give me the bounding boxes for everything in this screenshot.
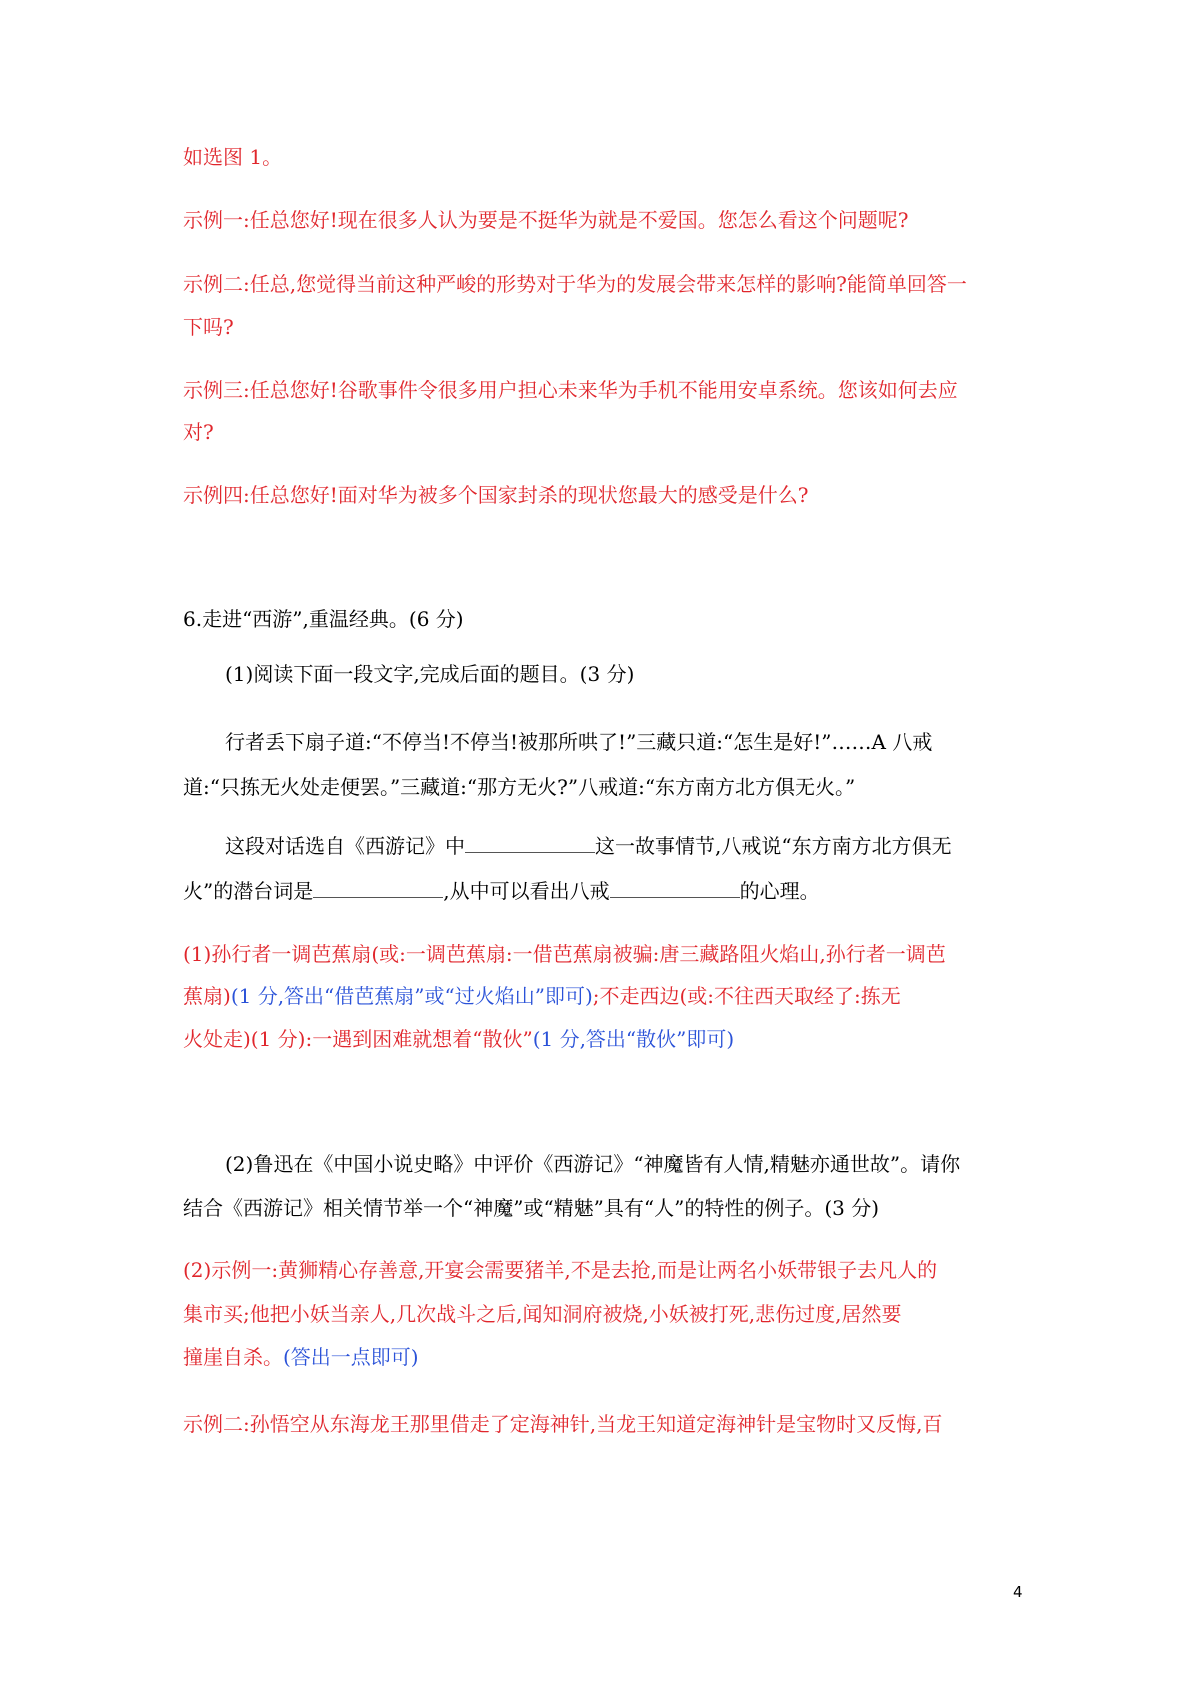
answer-text: 火处走)(1 分):一遇到困难就想着“散伙” [183, 1027, 533, 1051]
question-text: 这段对话选自《西游记》中 [225, 834, 465, 858]
scoring-note: (1 分,答出“散伙”即可) [532, 1027, 735, 1051]
answer-1-line-1: (1)孙行者一调芭蕉扇(或:一调芭蕉扇:一借芭蕉扇被骗:唐三藏路阻火焰山,孙行者一调芭 [183, 942, 946, 966]
question-text: 火”的潜台词是 [183, 879, 314, 903]
answer-blank [313, 877, 443, 898]
question-line-1 [225, 832, 952, 860]
answer-example-3-line-1: 示例三:任总您好!谷歌事件令很多用户担心未来华为手机不能用安卓系统。您该如何去应 [183, 378, 958, 402]
answer-example-2-line-2: 下吗? [183, 315, 234, 339]
answer-line: 如选图 1。 [183, 145, 283, 169]
answer-example-3-line-2: 对? [183, 420, 214, 444]
sub-question-2-line-1: (2)鲁迅在《中国小说史略》中评价《西游记》“神魔皆有人情,精魅亦通世故”。请你 [225, 1152, 961, 1176]
question-line-2 [183, 877, 820, 905]
answer-text: 撞崖自杀。 [183, 1345, 283, 1369]
answer-1-line-3 [183, 1025, 734, 1053]
scoring-note: (1 分,答出“借芭蕉扇”或“过火焰山”即可) [230, 984, 593, 1008]
scoring-note: (答出一点即可) [283, 1345, 419, 1369]
page-number: 4 [1013, 1583, 1023, 1601]
sub-question-1: (1)阅读下面一段文字,完成后面的题目。(3 分) [225, 662, 635, 686]
question-6-title: 6.走进“西游”,重温经典。(6 分) [183, 607, 464, 631]
answer-example-2-line-1: 示例二:任总,您觉得当前这种严峻的形势对于华为的发展会带来怎样的影响?能简单回答一 [183, 272, 967, 296]
passage-line-1: 行者丢下扇子道:“不停当!不停当!被那所哄了!”三藏只道:“怎生是好!”……A 八戒 [225, 730, 933, 754]
answer-text: 蕉扇) [183, 984, 231, 1008]
answer-2-line-3 [183, 1343, 419, 1371]
question-text: 这一故事情节,八戒说“东方南方北方俱无 [595, 834, 952, 858]
question-text: ,从中可以看出八戒 [443, 879, 610, 903]
answer-2-example-2: 示例二:孙悟空从东海龙王那里借走了定海神针,当龙王知道定海神针是宝物时又反悔,百 [183, 1412, 943, 1436]
answer-blank [465, 832, 595, 853]
sub-question-2-line-2: 结合《西游记》相关情节举一个“神魔”或“精魅”具有“人”的特性的例子。(3 分) [183, 1196, 880, 1220]
passage-line-2: 道:“只拣无火处走便罢。”三藏道:“那方无火?”八戒道:“东方南方北方俱无火。” [183, 775, 856, 799]
question-text: 的心理。 [739, 879, 820, 903]
answer-example-1: 示例一:任总您好!现在很多人认为要是不挺华为就是不爱国。您怎么看这个问题呢? [183, 208, 909, 232]
answer-1-line-2 [183, 982, 901, 1010]
answer-blank [610, 877, 740, 898]
answer-text: ;不走西边(或:不往西天取经了:拣无 [592, 984, 901, 1008]
answer-example-4: 示例四:任总您好!面对华为被多个国家封杀的现状您最大的感受是什么? [183, 483, 809, 507]
answer-2-line-1: (2)示例一:黄狮精心存善意,开宴会需要猪羊,不是去抢,而是让两名小妖带银子去凡人的 [183, 1258, 938, 1282]
answer-2-line-2: 集市买;他把小妖当亲人,几次战斗之后,闻知洞府被烧,小妖被打死,悲伤过度,居然要 [183, 1302, 902, 1326]
